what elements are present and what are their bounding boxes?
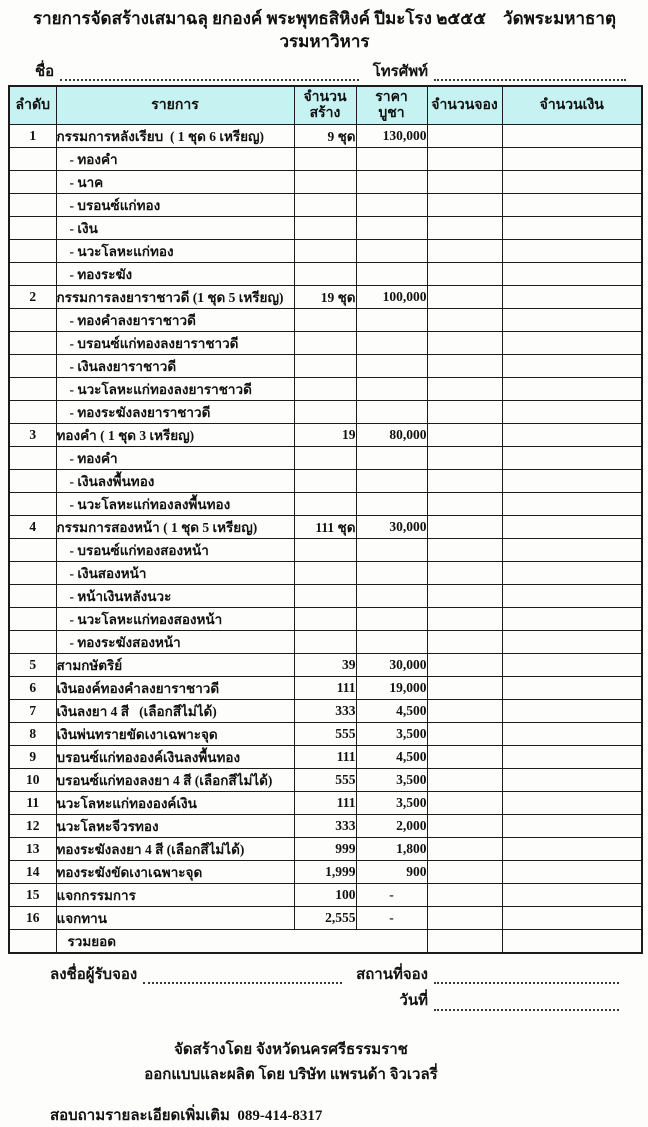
table-row [9, 285, 642, 308]
row-item-cell: - ทองคำ [56, 446, 294, 469]
row-qty-cell: 2,555 [294, 906, 356, 929]
sign-label: ลงชื่อผู้รับจอง [50, 966, 138, 983]
row-price-cell [356, 607, 427, 630]
date-fill-line [434, 996, 619, 1011]
column-header-no: ลำดับ [9, 86, 56, 124]
row-item-cell: นวะโลหะจีวรทอง [56, 814, 294, 837]
row-no-cell [9, 147, 56, 170]
total-label-cell: รวมยอด [56, 929, 427, 953]
row-no-cell [9, 216, 56, 239]
row-amount-cell [502, 906, 642, 929]
credits-block [8, 1038, 574, 1089]
table-row [9, 400, 642, 423]
row-reserve-cell [427, 446, 502, 469]
row-reserve-cell [427, 814, 502, 837]
row-no-cell [9, 400, 56, 423]
name-label: ชื่อ [35, 63, 55, 80]
row-no-cell [9, 239, 56, 262]
row-price-cell [356, 216, 427, 239]
row-amount-cell [502, 216, 642, 239]
row-amount-cell [502, 354, 642, 377]
row-qty-cell: 111 [294, 791, 356, 814]
table-row [9, 239, 642, 262]
row-price-cell [356, 469, 427, 492]
row-amount-cell [502, 492, 642, 515]
row-qty-cell: 39 [294, 653, 356, 676]
row-no-cell: 6 [9, 676, 56, 699]
row-reserve-cell [427, 883, 502, 906]
row-price-cell: - [356, 883, 427, 906]
row-no-cell [9, 377, 56, 400]
column-header-qty: จำนวน สร้าง [294, 86, 356, 124]
row-reserve-cell [427, 745, 502, 768]
row-amount-cell [502, 584, 642, 607]
row-reserve-cell [427, 722, 502, 745]
row-item-cell: - นวะโลหะแก่ทอง [56, 239, 294, 262]
row-reserve-cell [427, 538, 502, 561]
row-item-cell: เงินลงยา 4 สี (เลือกสีไม่ได้) [56, 699, 294, 722]
credit-line-2: ออกแบบและผลิต โดย บริษัท แพรนด้า จิวเวลรี่ [144, 1067, 438, 1084]
name-phone-line [35, 63, 626, 83]
row-item-cell: ทองระฆังขัดเงาเฉพาะจุด [56, 860, 294, 883]
row-qty-cell [294, 193, 356, 216]
row-item-cell: ทองระฆังลงยา 4 สี (เลือกสีไม่ได้) [56, 837, 294, 860]
row-reserve-cell [427, 607, 502, 630]
row-no-cell: 4 [9, 515, 56, 538]
row-no-cell [9, 607, 56, 630]
row-amount-cell [502, 630, 642, 653]
row-price-cell: 3,500 [356, 722, 427, 745]
table-row [9, 170, 642, 193]
row-reserve-cell [427, 630, 502, 653]
row-no-cell [9, 331, 56, 354]
row-reserve-cell [427, 216, 502, 239]
row-reserve-cell [427, 906, 502, 929]
row-qty-cell [294, 630, 356, 653]
row-price-cell [356, 538, 427, 561]
row-amount-cell [502, 676, 642, 699]
row-qty-cell: 1,999 [294, 860, 356, 883]
row-qty-cell [294, 538, 356, 561]
row-amount-cell [502, 147, 642, 170]
row-reserve-cell [427, 791, 502, 814]
row-reserve-cell [427, 837, 502, 860]
row-price-cell: 100,000 [356, 285, 427, 308]
row-no-cell [9, 354, 56, 377]
row-no-cell: 1 [9, 124, 56, 147]
row-qty-cell [294, 446, 356, 469]
table-row [9, 124, 642, 147]
table-row [9, 423, 642, 446]
row-no-cell: 9 [9, 745, 56, 768]
row-reserve-cell [427, 469, 502, 492]
row-no-cell: 7 [9, 699, 56, 722]
row-price-cell: 4,500 [356, 745, 427, 768]
row-amount-cell [502, 400, 642, 423]
row-amount-cell [502, 860, 642, 883]
table-row [9, 584, 642, 607]
total-reserve-cell [427, 929, 502, 953]
row-price-cell [356, 561, 427, 584]
table-row [9, 469, 642, 492]
row-item-cell: ทองคำ ( 1 ชุด 3 เหรียญ) [56, 423, 294, 446]
table-row [9, 676, 642, 699]
row-no-cell [9, 308, 56, 331]
row-reserve-cell [427, 699, 502, 722]
row-price-cell: 80,000 [356, 423, 427, 446]
row-reserve-cell [427, 860, 502, 883]
row-item-cell: - นวะโลหะแก่ทองลงยาราชาวดี [56, 377, 294, 400]
row-reserve-cell [427, 584, 502, 607]
row-qty-cell: 111 [294, 745, 356, 768]
row-price-cell: 4,500 [356, 699, 427, 722]
row-price-cell [356, 377, 427, 400]
row-no-cell: 5 [9, 653, 56, 676]
table-row [9, 354, 642, 377]
row-amount-cell [502, 607, 642, 630]
row-qty-cell [294, 216, 356, 239]
row-item-cell: - บรอนซ์แก่ทองสองหน้า [56, 538, 294, 561]
row-item-cell: กรรมการหลังเรียบ ( 1 ชุด 6 เหรียญ) [56, 124, 294, 147]
table-row [9, 722, 642, 745]
row-amount-cell [502, 837, 642, 860]
row-no-cell: 8 [9, 722, 56, 745]
row-amount-cell [502, 791, 642, 814]
row-reserve-cell [427, 147, 502, 170]
table-row [9, 377, 642, 400]
name-fill-line [60, 66, 358, 81]
row-price-cell [356, 584, 427, 607]
row-item-cell: - เงินสองหน้า [56, 561, 294, 584]
order-table [8, 85, 643, 954]
row-qty-cell [294, 400, 356, 423]
row-amount-cell [502, 745, 642, 768]
row-qty-cell: 9 ชุด [294, 124, 356, 147]
table-row [9, 308, 642, 331]
row-reserve-cell [427, 768, 502, 791]
row-price-cell: 1,800 [356, 837, 427, 860]
order-table-total [9, 929, 642, 953]
row-amount-cell [502, 423, 642, 446]
row-item-cell: เงินพ่นทรายขัดเงาเฉพาะจุด [56, 722, 294, 745]
column-header-amount: จำนวนเงิน [502, 86, 642, 124]
contact-line: สอบถามรายละเอียดเพิ่มเติม 089-414-8317 [50, 1107, 323, 1124]
row-reserve-cell [427, 676, 502, 699]
row-reserve-cell [427, 423, 502, 446]
table-row [9, 331, 642, 354]
row-qty-cell: 111 ชุด [294, 515, 356, 538]
row-qty-cell: 100 [294, 883, 356, 906]
table-row [9, 446, 642, 469]
row-price-cell [356, 400, 427, 423]
total-row [9, 929, 642, 953]
row-qty-cell: 111 [294, 676, 356, 699]
row-reserve-cell [427, 262, 502, 285]
row-price-cell [356, 147, 427, 170]
row-amount-cell [502, 285, 642, 308]
row-item-cell: - เงิน [56, 216, 294, 239]
row-price-cell [356, 170, 427, 193]
row-reserve-cell [427, 124, 502, 147]
row-no-cell [9, 170, 56, 193]
row-item-cell: บรอนซ์แก่ทององค์เงินลงพื้นทอง [56, 745, 294, 768]
row-item-cell: สามกษัตริย์ [56, 653, 294, 676]
row-no-cell: 12 [9, 814, 56, 837]
column-header-price: ราคา บูชา [356, 86, 427, 124]
row-price-cell [356, 262, 427, 285]
row-no-cell [9, 630, 56, 653]
row-price-cell: 19,000 [356, 676, 427, 699]
table-row [9, 860, 642, 883]
row-qty-cell: 999 [294, 837, 356, 860]
table-row [9, 492, 642, 515]
table-row [9, 791, 642, 814]
total-no-cell [9, 929, 56, 953]
row-item-cell: แจกทาน [56, 906, 294, 929]
phone-label: โทรศัพท์ [372, 63, 428, 80]
row-qty-cell [294, 331, 356, 354]
row-amount-cell [502, 262, 642, 285]
row-reserve-cell [427, 170, 502, 193]
row-reserve-cell [427, 561, 502, 584]
row-reserve-cell [427, 285, 502, 308]
row-no-cell [9, 262, 56, 285]
row-price-cell [356, 492, 427, 515]
row-price-cell: 3,500 [356, 791, 427, 814]
row-qty-cell [294, 469, 356, 492]
row-qty-cell: 555 [294, 722, 356, 745]
row-price-cell [356, 239, 427, 262]
row-reserve-cell [427, 308, 502, 331]
row-qty-cell: 19 [294, 423, 356, 446]
table-row [9, 538, 642, 561]
row-qty-cell [294, 170, 356, 193]
row-price-cell: 3,500 [356, 768, 427, 791]
row-no-cell: 10 [9, 768, 56, 791]
row-amount-cell [502, 722, 642, 745]
row-qty-cell [294, 584, 356, 607]
sign-fill-line [143, 969, 342, 984]
row-amount-cell [502, 308, 642, 331]
table-row [9, 262, 642, 285]
row-qty-cell: 19 ชุด [294, 285, 356, 308]
row-price-cell: 30,000 [356, 653, 427, 676]
row-no-cell [9, 538, 56, 561]
place-fill-line [434, 969, 619, 984]
row-amount-cell [502, 331, 642, 354]
row-amount-cell [502, 469, 642, 492]
row-amount-cell [502, 377, 642, 400]
table-row [9, 768, 642, 791]
row-reserve-cell [427, 354, 502, 377]
row-qty-cell [294, 492, 356, 515]
row-amount-cell [502, 699, 642, 722]
row-no-cell: 15 [9, 883, 56, 906]
row-amount-cell [502, 193, 642, 216]
table-row [9, 561, 642, 584]
row-price-cell [356, 331, 427, 354]
row-price-cell [356, 193, 427, 216]
row-item-cell: - บรอนซ์แก่ทองลงยาราชาวดี [56, 331, 294, 354]
row-price-cell: 30,000 [356, 515, 427, 538]
row-item-cell: บรอนซ์แก่ทองลงยา 4 สี (เลือกสีไม่ได้) [56, 768, 294, 791]
row-amount-cell [502, 446, 642, 469]
row-qty-cell [294, 308, 356, 331]
row-amount-cell [502, 515, 642, 538]
row-price-cell: - [356, 906, 427, 929]
row-no-cell [9, 561, 56, 584]
row-item-cell: - ทองระฆังลงยาราชาวดี [56, 400, 294, 423]
row-no-cell: 2 [9, 285, 56, 308]
place-label: สถานที่จอง [356, 966, 428, 983]
signature-line [50, 966, 619, 986]
row-qty-cell [294, 607, 356, 630]
row-no-cell [9, 193, 56, 216]
row-no-cell [9, 492, 56, 515]
row-no-cell: 3 [9, 423, 56, 446]
row-price-cell: 900 [356, 860, 427, 883]
row-price-cell [356, 630, 427, 653]
row-item-cell: - ทองระฆัง [56, 262, 294, 285]
row-amount-cell [502, 883, 642, 906]
row-reserve-cell [427, 492, 502, 515]
row-reserve-cell [427, 400, 502, 423]
table-row [9, 515, 642, 538]
row-item-cell: เงินองค์ทองคำลงยาราชาวดี [56, 676, 294, 699]
phone-fill-line [434, 66, 626, 81]
row-item-cell: - นวะโลหะแก่ทองสองหน้า [56, 607, 294, 630]
table-row [9, 193, 642, 216]
row-qty-cell: 333 [294, 699, 356, 722]
row-reserve-cell [427, 653, 502, 676]
row-item-cell: - ทองคำ [56, 147, 294, 170]
row-qty-cell [294, 354, 356, 377]
row-item-cell: - ทองระฆังสองหน้า [56, 630, 294, 653]
row-item-cell: - นวะโลหะแก่ทองลงพื้นทอง [56, 492, 294, 515]
row-reserve-cell [427, 331, 502, 354]
row-amount-cell [502, 768, 642, 791]
row-price-cell: 130,000 [356, 124, 427, 147]
row-item-cell: - หน้าเงินหลังนวะ [56, 584, 294, 607]
total-amount-cell [502, 929, 642, 953]
table-row [9, 814, 642, 837]
table-row [9, 653, 642, 676]
row-reserve-cell [427, 515, 502, 538]
table-row [9, 837, 642, 860]
page-title: รายการจัดสร้างเสมาฉลุ ยกองค์ พระพุทธสิหิงค์ ปีมะโรง ๒๕๕๕ วัดพระมหาธาตุวรมหาวิหาร [32, 9, 616, 51]
row-qty-cell [294, 239, 356, 262]
row-qty-cell [294, 377, 356, 400]
table-row [9, 699, 642, 722]
row-reserve-cell [427, 239, 502, 262]
order-table-header [9, 86, 642, 124]
row-item-cell: นวะโลหะแก่ทององค์เงิน [56, 791, 294, 814]
row-price-cell [356, 308, 427, 331]
row-qty-cell: 555 [294, 768, 356, 791]
table-row [9, 883, 642, 906]
row-item-cell: - เงินลงยาราชาวดี [56, 354, 294, 377]
row-reserve-cell [427, 377, 502, 400]
column-header-item: รายการ [56, 86, 294, 124]
row-qty-cell [294, 147, 356, 170]
table-row [9, 630, 642, 653]
table-row [9, 906, 642, 929]
row-item-cell: กรรมการสองหน้า ( 1 ชุด 5 เหรียญ) [56, 515, 294, 538]
row-item-cell: - บรอนซ์แก่ทอง [56, 193, 294, 216]
row-no-cell [9, 469, 56, 492]
signature-block [50, 966, 619, 1012]
row-amount-cell [502, 170, 642, 193]
table-row [9, 607, 642, 630]
row-price-cell: 2,000 [356, 814, 427, 837]
table-row [9, 147, 642, 170]
row-item-cell: - เงินลงพื้นทอง [56, 469, 294, 492]
date-line [50, 992, 619, 1012]
row-no-cell: 13 [9, 837, 56, 860]
row-item-cell: - นาค [56, 170, 294, 193]
date-label: วันที่ [399, 993, 428, 1010]
column-header-reserve: จำนวนจอง [427, 86, 502, 124]
row-amount-cell [502, 653, 642, 676]
row-amount-cell [502, 124, 642, 147]
row-amount-cell [502, 561, 642, 584]
order-table-body [9, 124, 642, 929]
row-reserve-cell [427, 193, 502, 216]
row-qty-cell [294, 262, 356, 285]
row-amount-cell [502, 239, 642, 262]
table-row [9, 745, 642, 768]
row-amount-cell [502, 538, 642, 561]
row-no-cell: 11 [9, 791, 56, 814]
row-item-cell: แจกกรรมการ [56, 883, 294, 906]
row-no-cell: 16 [9, 906, 56, 929]
row-qty-cell [294, 561, 356, 584]
table-row [9, 216, 642, 239]
row-item-cell: กรรมการลงยาราชาวดี (1 ชุด 5 เหรียญ) [56, 285, 294, 308]
row-amount-cell [502, 814, 642, 837]
row-no-cell [9, 446, 56, 469]
row-price-cell [356, 446, 427, 469]
row-no-cell [9, 584, 56, 607]
row-item-cell: - ทองคำลงยาราชาวดี [56, 308, 294, 331]
row-qty-cell: 333 [294, 814, 356, 837]
row-price-cell [356, 354, 427, 377]
row-no-cell: 14 [9, 860, 56, 883]
credit-line-1: จัดสร้างโดย จังหวัดนครศรีธรรมราช [174, 1041, 408, 1058]
